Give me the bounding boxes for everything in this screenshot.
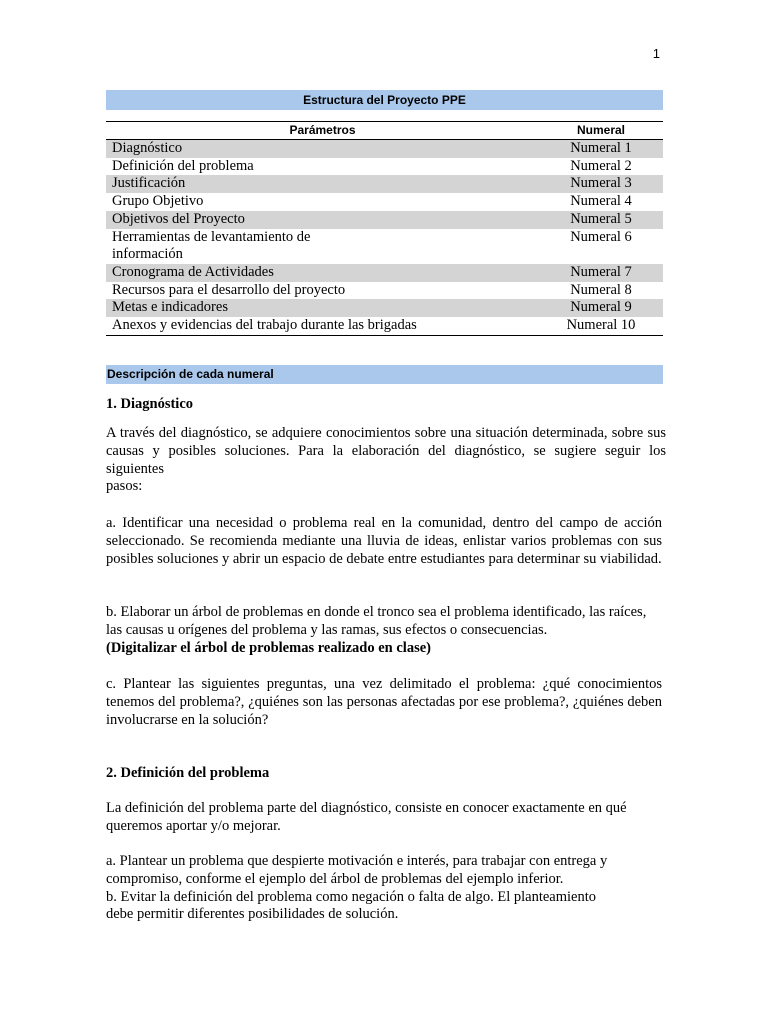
numeral-cell: Numeral 9	[539, 299, 663, 317]
paragraph: a. Identificar una necesidad o problema real en la comunidad, dentro del campo de acción seleccionado. Se recomienda mediante una lluvia de ideas, enlistar varios problemas con sus posibles soluciones y abrir un espacio de debate entre estudiantes para determinar su viabilidad.	[106, 515, 662, 567]
page-number: 1	[652, 46, 660, 61]
numeral-cell: Numeral 4	[570, 193, 632, 210]
section1-heading	[106, 396, 662, 414]
table-row	[106, 158, 663, 176]
numeral-cell: Numeral 10	[539, 317, 663, 335]
param-cell: Metas e indicadores	[106, 299, 539, 317]
param-cell: Justificación	[106, 175, 539, 193]
table-row	[106, 175, 663, 193]
table-row	[106, 299, 663, 317]
table-row	[106, 140, 663, 158]
param-cell: Definición del problema	[112, 157, 254, 174]
paragraph: a. Plantear un problema que despierte motivación e interés, para trabajar con entrega y compromiso, conforme el ejemplo del árbol de problemas del ejemplo inferior.	[106, 853, 608, 887]
numeral-cell: Numeral 1	[539, 140, 663, 158]
paragraph: pasos:	[106, 478, 143, 495]
param-cell-text: Herramientas de levantamiento de información	[112, 228, 311, 263]
numeral-cell: Numeral 3	[539, 175, 663, 193]
numeral-cell: Numeral 6	[570, 228, 632, 245]
param-cell: Diagnóstico	[106, 140, 539, 158]
section1-step-b	[106, 604, 662, 657]
numeral-cell: Numeral 8	[570, 281, 632, 298]
param-cell	[106, 229, 539, 264]
numeral-cell: Numeral 2	[570, 157, 632, 174]
numeral-cell: Numeral 5	[539, 211, 663, 229]
section1-step-c	[106, 676, 662, 729]
param-cell: Cronograma de Actividades	[106, 264, 539, 282]
table-header-row	[106, 122, 663, 140]
paragraph: La definición del problema parte del diagnóstico, consiste en conocer exactamente en qué queremos aportar y/o mejorar.	[106, 800, 627, 834]
bold-note: (Digitalizar el árbol de problemas realizado en clase)	[106, 639, 431, 656]
paragraph: b. Evitar la definición del problema como negación o falta de algo. El planteamiento debe permitir diferentes posibilidades de solución.	[106, 888, 597, 923]
header-numeral: Numeral	[539, 122, 663, 140]
header-parametros: Parámetros	[106, 122, 539, 140]
section-heading: 1. Diagnóstico	[106, 396, 193, 412]
structure-title: Estructura del Proyecto PPE	[106, 90, 663, 110]
parameters-table	[106, 121, 663, 336]
section-heading: 2. Definición del problema	[106, 765, 270, 781]
paragraph: c. Plantear las siguientes preguntas, una vez delimitado el problema: ¿qué conocimientos tenemos del problema?, ¿quiénes son las personas afectadas por ese problema?, ¿quiénes deben involucrarse en la solución?	[106, 676, 662, 728]
table-row	[106, 211, 663, 229]
description-title: Descripción de cada numeral	[106, 365, 663, 384]
param-cell: Recursos para el desarrollo del proyecto	[112, 281, 346, 298]
table-row	[106, 229, 663, 264]
param-cell: Anexos y evidencias del trabajo durante las brigadas	[106, 317, 539, 335]
section2-steps	[106, 853, 662, 924]
section2-heading	[106, 765, 662, 783]
table-row	[106, 193, 663, 211]
section2-intro	[106, 800, 662, 836]
table-row	[106, 264, 663, 282]
section1-step-a	[106, 515, 662, 568]
param-cell: Objetivos del Proyecto	[106, 211, 539, 229]
section1-intro	[106, 425, 666, 496]
param-cell: Grupo Objetivo	[112, 193, 204, 210]
numeral-cell: Numeral 7	[539, 264, 663, 282]
paragraph: A través del diagnóstico, se adquiere conocimientos sobre una situación determinada, sobre sus causas y posibles soluciones. Para la elaboración del diagnóstico, se sugiere seguir los siguientes	[106, 425, 666, 477]
table-row	[106, 317, 663, 335]
paragraph: b. Elaborar un árbol de problemas en donde el tronco sea el problema identificado, las raíces, las causas u orígenes del problema y las ramas, sus efectos o consecuencias.	[106, 604, 647, 638]
table-row	[106, 282, 663, 300]
